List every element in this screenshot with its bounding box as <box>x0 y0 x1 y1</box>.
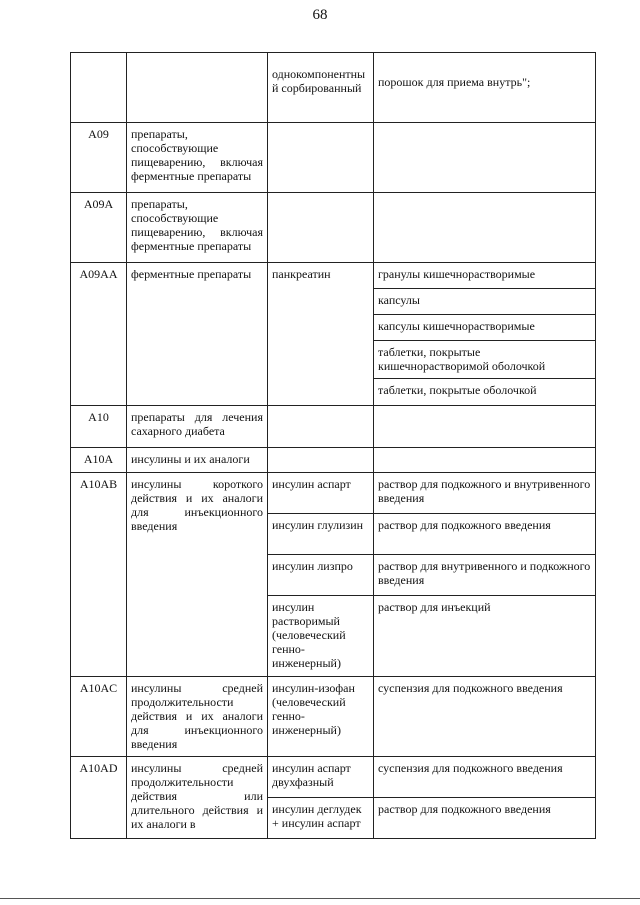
page-number: 68 <box>312 7 328 23</box>
page-bottom-rule <box>0 898 640 899</box>
table-row <box>71 193 596 263</box>
medication-table <box>70 52 596 839</box>
inn-cell <box>268 448 374 473</box>
inn-cell: панкреатин <box>268 263 374 406</box>
group-cell: инсулины средней продолжительности действия и их аналоги для инъекционного введения <box>127 677 268 757</box>
form-cell <box>374 406 596 448</box>
table-row <box>71 263 596 289</box>
form-cell <box>374 448 596 473</box>
form-cell <box>374 193 596 263</box>
table-row <box>71 677 596 757</box>
table-row <box>71 406 596 448</box>
form-cell: раствор для подкожного введения <box>374 798 596 839</box>
table-row <box>71 123 596 193</box>
form-cell: порошок для приема внутрь"; <box>374 53 596 123</box>
group-cell: инсулины и их аналоги <box>127 448 268 473</box>
inn-cell <box>268 123 374 193</box>
inn-cell <box>268 406 374 448</box>
table-row <box>71 757 596 798</box>
inn-cell: инсулин-изофан (человеческий генно-инженерный) <box>268 677 374 757</box>
form-cell: таблетки, покрытые кишечнорастворимой оболочкой <box>374 341 596 379</box>
atc-code-cell: A10AB <box>71 473 127 677</box>
form-cell: капсулы кишечнорастворимые <box>374 315 596 341</box>
table-row <box>71 473 596 514</box>
group-cell: инсулины средней продолжительности действия или длительного действия и их аналоги в <box>127 757 268 839</box>
form-cell: раствор для инъекций <box>374 596 596 677</box>
form-cell: раствор для внутривенного и подкожного введения <box>374 555 596 596</box>
form-cell: таблетки, покрытые оболочкой <box>374 379 596 406</box>
form-cell: гранулы кишечнорастворимые <box>374 263 596 289</box>
group-cell: препараты, способствующие пищеварению, включая ферментные препараты <box>127 193 268 263</box>
atc-code-cell: A09 <box>71 123 127 193</box>
atc-code-cell: A10A <box>71 448 127 473</box>
inn-cell: инсулин растворимый (человеческий генно-инженерный) <box>268 596 374 677</box>
atc-code-cell: A10 <box>71 406 127 448</box>
form-cell: раствор для подкожного введения <box>374 514 596 555</box>
atc-code-cell: A09A <box>71 193 127 263</box>
form-cell: раствор для подкожного и внутривенного введения <box>374 473 596 514</box>
group-cell <box>127 53 268 123</box>
table-row <box>71 53 596 123</box>
form-cell: суспензия для подкожного введения <box>374 677 596 757</box>
group-cell: инсулины короткого действия и их аналоги для инъекционного введения <box>127 473 268 677</box>
inn-cell: инсулин аспарт <box>268 473 374 514</box>
group-cell: препараты, способствующие пищеварению, включая ферментные препараты <box>127 123 268 193</box>
atc-code-cell: A09AA <box>71 263 127 406</box>
inn-cell: инсулин аспарт двухфазный <box>268 757 374 798</box>
inn-cell: инсулин лизпро <box>268 555 374 596</box>
atc-code-cell <box>71 53 127 123</box>
atc-code-cell: A10AD <box>71 757 127 839</box>
inn-cell <box>268 193 374 263</box>
form-cell: капсулы <box>374 289 596 315</box>
atc-code-cell: A10AC <box>71 677 127 757</box>
inn-cell: инсулин глулизин <box>268 514 374 555</box>
group-cell: препараты для лечения сахарного диабета <box>127 406 268 448</box>
table-row <box>71 448 596 473</box>
inn-cell: инсулин деглудек + инсулин аспарт <box>268 798 374 839</box>
inn-cell: однокомпонентны й сорбированный <box>268 53 374 123</box>
form-cell: суспензия для подкожного введения <box>374 757 596 798</box>
group-cell: ферментные препараты <box>127 263 268 406</box>
form-cell <box>374 123 596 193</box>
